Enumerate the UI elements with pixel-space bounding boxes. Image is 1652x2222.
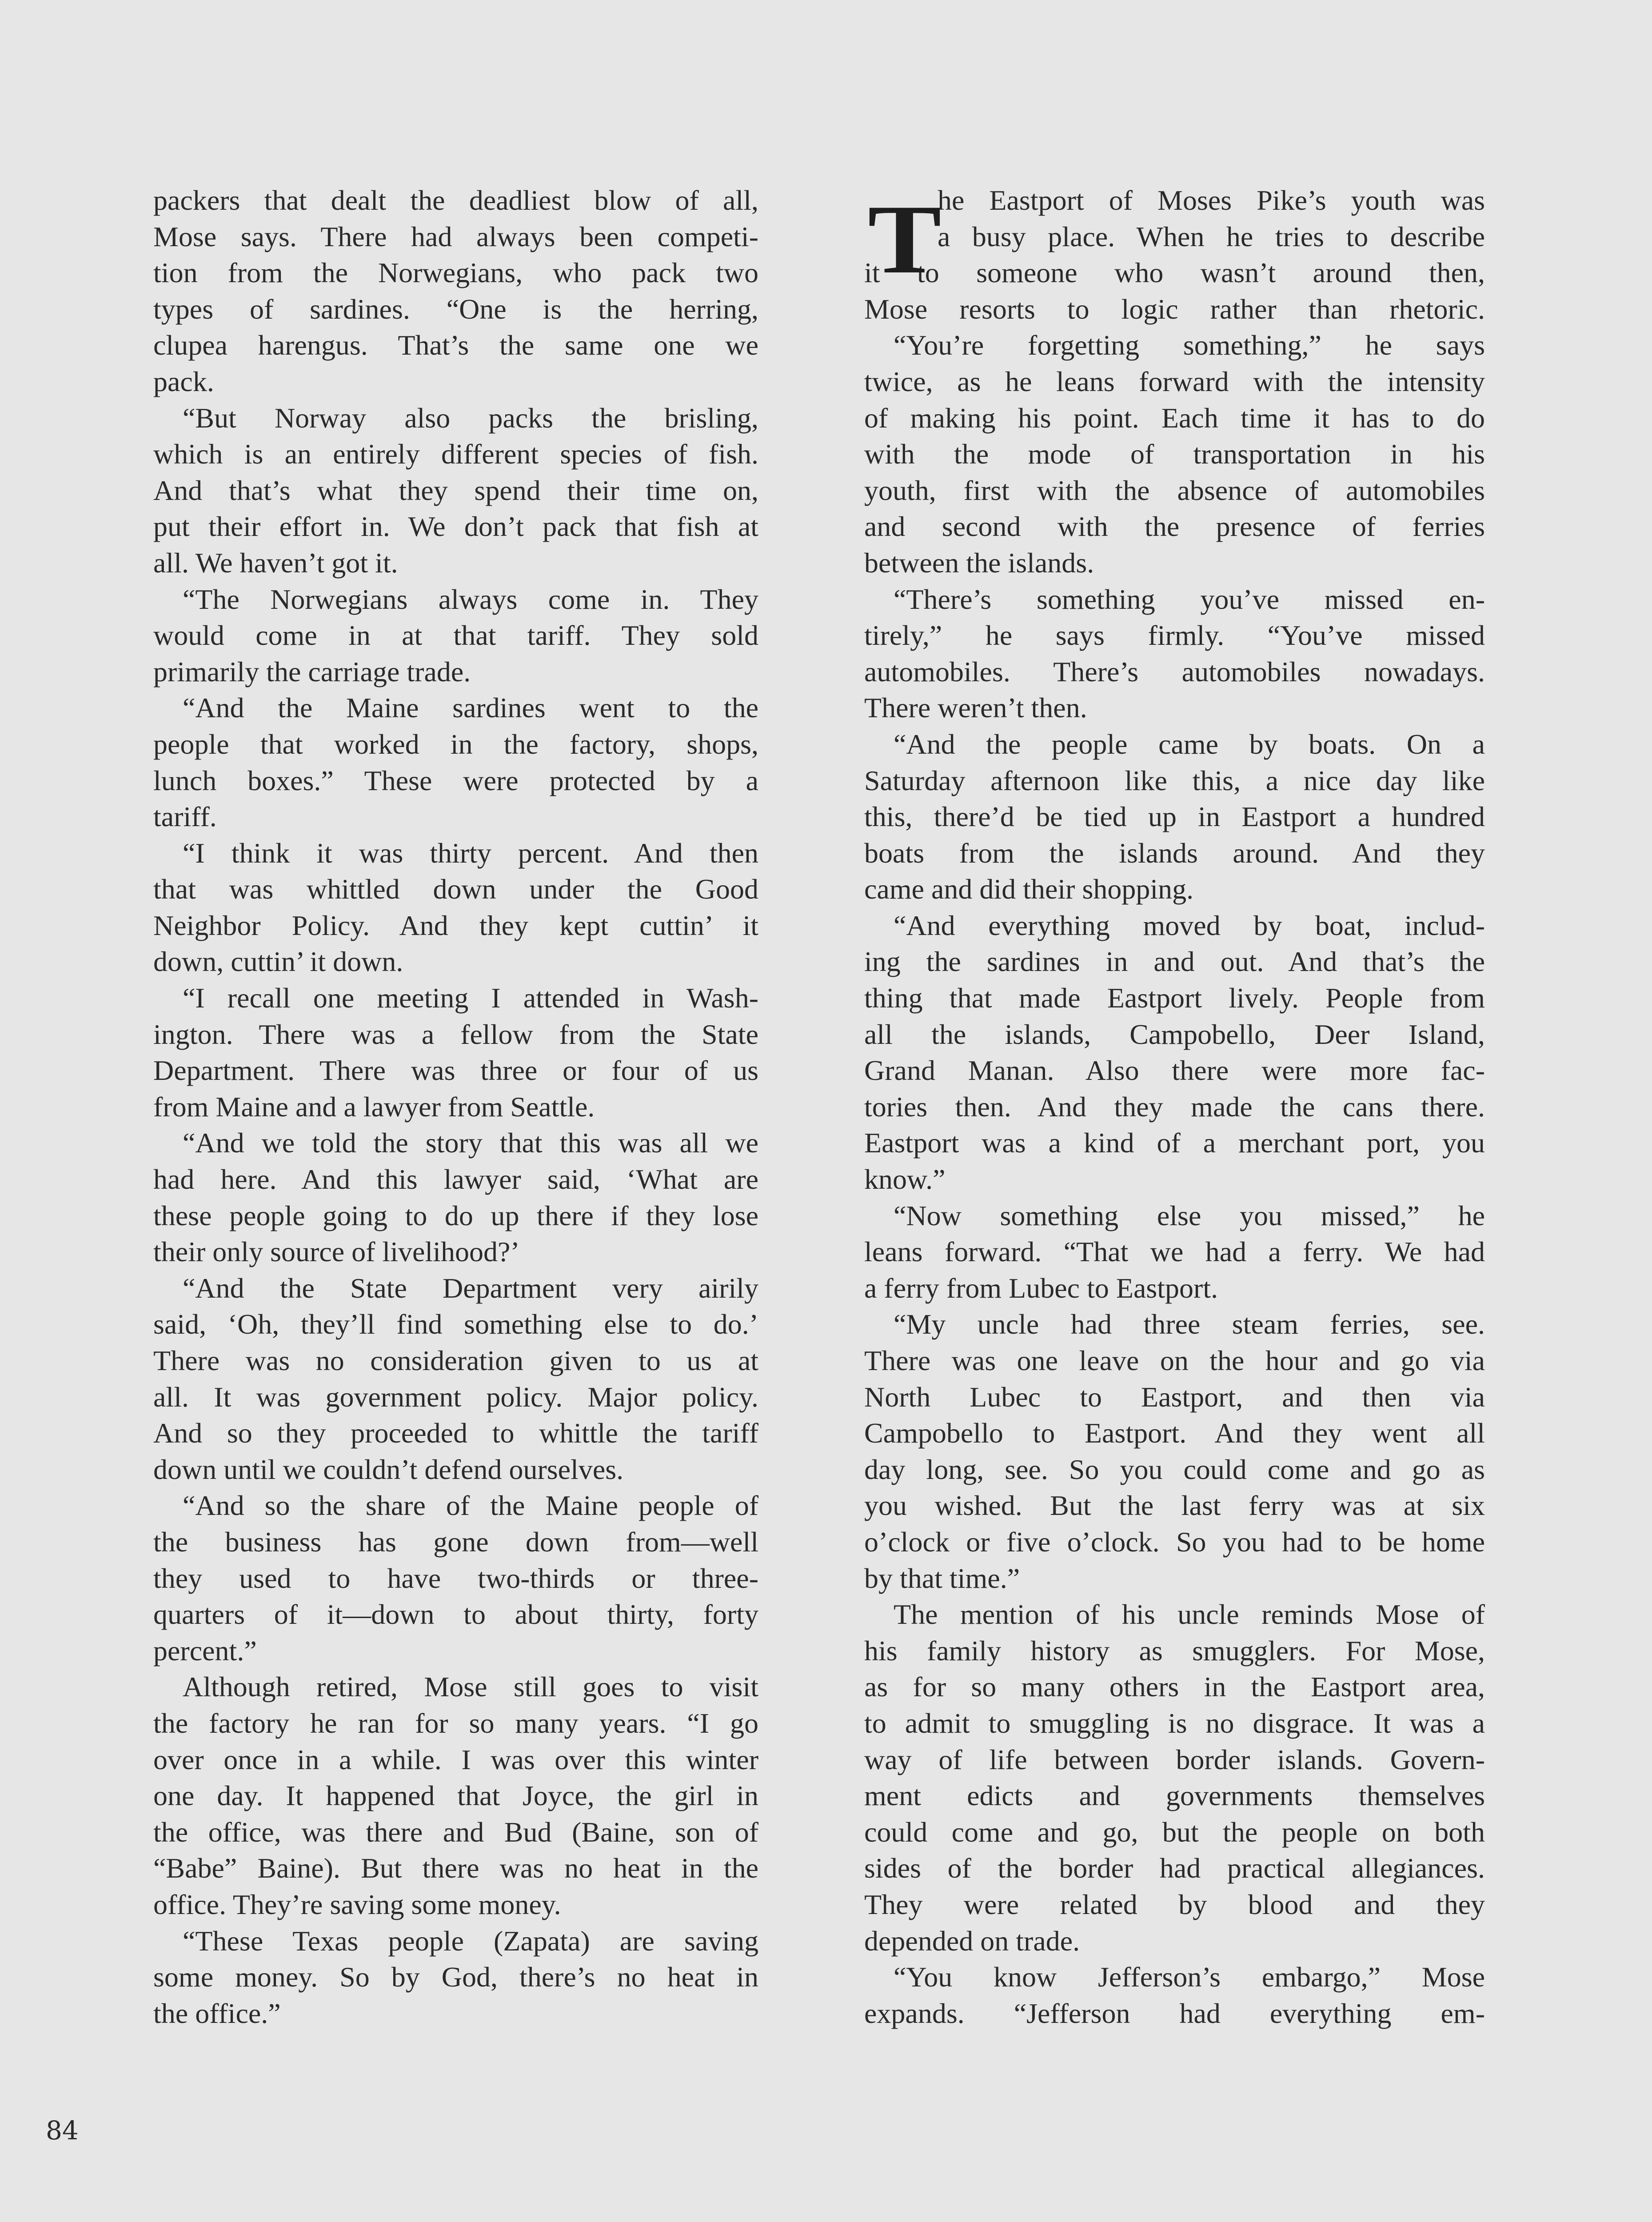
text-line: a ferry from Lubec to Eastport. bbox=[864, 1272, 1218, 1304]
text-line: way of life between border islands. Govern- bbox=[864, 1743, 1485, 1775]
text-line: depended on trade. bbox=[864, 1925, 1080, 1957]
text-line: “These Texas people (Zapata) are saving bbox=[183, 1925, 758, 1957]
text-line: “The Norwegians always come in. They bbox=[183, 583, 758, 615]
text-line: all. We haven’t got it. bbox=[153, 547, 398, 579]
text-line: automobiles. There’s automobiles nowadays. bbox=[864, 655, 1485, 687]
text-line: Mose resorts to logic rather than rhetoric. bbox=[864, 293, 1485, 325]
text-line: There weren’t then. bbox=[864, 692, 1087, 724]
text-line: “Babe” Baine). But there was no heat in the bbox=[153, 1852, 758, 1884]
text-line: down until we couldn’t defend ourselves. bbox=[153, 1453, 624, 1485]
text-line: primarily the carriage trade. bbox=[153, 655, 471, 687]
text-line: types of sardines. “One is the herring, bbox=[153, 293, 758, 325]
text-line: came and did their shopping. bbox=[864, 873, 1194, 905]
text-line: said, ‘Oh, they’ll find something else to do.’ bbox=[153, 1308, 758, 1340]
text-line: all. It was government policy. Major policy. bbox=[153, 1381, 758, 1413]
text-line: percent.” bbox=[153, 1635, 257, 1666]
text-line: down, cuttin’ it down. bbox=[153, 946, 403, 978]
text-line: “And we told the story that this was all we bbox=[183, 1127, 758, 1159]
text-line: “Now something else you missed,” he bbox=[894, 1199, 1485, 1231]
text-line: would come in at that tariff. They sold bbox=[153, 619, 758, 651]
text-line: “I recall one meeting I attended in Wash- bbox=[183, 982, 758, 1014]
text-line: The mention of his uncle reminds Mose of bbox=[894, 1599, 1485, 1631]
text-line: tirely,” he says firmly. “You’ve missed bbox=[864, 619, 1485, 651]
text-line: to admit to smuggling is no disgrace. It was a bbox=[864, 1707, 1485, 1739]
text-line: leans forward. “That we had a ferry. We had bbox=[864, 1236, 1485, 1268]
text-line: Grand Manan. Also there were more fac- bbox=[864, 1055, 1485, 1087]
text-line: with the mode of transportation in his bbox=[864, 438, 1485, 470]
text-line: the business has gone down from—well bbox=[153, 1526, 758, 1558]
text-line: you wished. But the last ferry was at six bbox=[864, 1490, 1485, 1522]
text-line: “You’re forgetting something,” he says bbox=[894, 329, 1485, 361]
text-line: Mose says. There had always been competi- bbox=[153, 220, 758, 252]
text-line: which is an entirely different species of fish. bbox=[153, 438, 758, 470]
text-line: expands. “Jefferson had everything em- bbox=[864, 1997, 1485, 2029]
text-line: had here. And this lawyer said, ‘What are bbox=[153, 1163, 758, 1195]
text-line: lunch boxes.” These were protected by a bbox=[153, 764, 758, 796]
text-line: by that time.” bbox=[864, 1562, 1020, 1594]
text-line: “My uncle had three steam ferries, see. bbox=[894, 1308, 1485, 1340]
text-line: it to someone who wasn’t around then, bbox=[864, 257, 1485, 289]
text-line: and second with the presence of ferries bbox=[864, 511, 1485, 543]
text-line: North Lubec to Eastport, and then via bbox=[864, 1381, 1485, 1413]
drop-cap: T bbox=[868, 185, 942, 294]
text-line: Although retired, Mose still goes to visit bbox=[183, 1671, 758, 1703]
text-line: Neighbor Policy. And they kept cuttin’ it bbox=[153, 909, 758, 941]
text-line: “And the Maine sardines went to the bbox=[183, 692, 758, 724]
text-line: their only source of livelihood?’ bbox=[153, 1236, 520, 1268]
text-line: youth, first with the absence of automobiles bbox=[864, 474, 1485, 506]
text-line: these people going to do up there if they lose bbox=[153, 1199, 758, 1231]
text-line: There was one leave on the hour and go via bbox=[864, 1345, 1485, 1376]
text-line: Department. There was three or four of us bbox=[153, 1055, 758, 1087]
left-text-column bbox=[153, 182, 758, 2031]
text-line: boats from the islands around. And they bbox=[864, 837, 1485, 869]
text-line: could come and go, but the people on both bbox=[864, 1816, 1485, 1848]
text-line: twice, as he leans forward with the intensity bbox=[864, 365, 1485, 397]
text-line: Campobello to Eastport. And they went all bbox=[864, 1417, 1485, 1449]
text-line: tion from the Norwegians, who pack two bbox=[153, 257, 758, 289]
text-line: “But Norway also packs the brisling, bbox=[183, 402, 758, 434]
text-line: that was whittled down under the Good bbox=[153, 873, 758, 905]
text-line: ing the sardines in and out. And that’s the bbox=[864, 946, 1485, 978]
text-line: as for so many others in the Eastport area, bbox=[864, 1671, 1485, 1703]
text-line: “I think it was thirty percent. And then bbox=[183, 837, 758, 869]
text-line: day long, see. So you could come and go as bbox=[864, 1453, 1485, 1485]
text-line: ment edicts and governments themselves bbox=[864, 1780, 1485, 1812]
right-text-column bbox=[864, 182, 1485, 2031]
text-line: all the islands, Campobello, Deer Island, bbox=[864, 1018, 1485, 1050]
text-line: “And so the share of the Maine people of bbox=[183, 1490, 758, 1522]
text-line: clupea harengus. That’s the same one we bbox=[153, 329, 758, 361]
text-line: sides of the border had practical allegiances. bbox=[864, 1852, 1485, 1884]
text-line: “There’s something you’ve missed en- bbox=[894, 583, 1485, 615]
text-line: his family history as smugglers. For Mose, bbox=[864, 1635, 1485, 1666]
text-line: “And the State Department very airily bbox=[183, 1272, 758, 1304]
text-line: office. They’re saving some money. bbox=[153, 1888, 561, 1920]
text-line: “And the people came by boats. On a bbox=[894, 728, 1485, 760]
text-line: pack. bbox=[153, 365, 214, 397]
text-line: over once in a while. I was over this winter bbox=[153, 1743, 758, 1775]
text-line: They were related by blood and they bbox=[864, 1888, 1485, 1920]
text-line: And that’s what they spend their time on, bbox=[153, 474, 758, 506]
text-line: And so they proceeded to whittle the tariff bbox=[153, 1417, 758, 1449]
text-line: packers that dealt the deadliest blow of all, bbox=[153, 184, 758, 216]
text-line: the office.” bbox=[153, 1997, 281, 2029]
text-line: o’clock or five o’clock. So you had to be home bbox=[864, 1526, 1485, 1558]
text-line: some money. So by God, there’s no heat in bbox=[153, 1961, 758, 1993]
text-line: this, there’d be tied up in Eastport a hundred bbox=[864, 801, 1485, 833]
text-line: tariff. bbox=[153, 801, 217, 833]
text-line: people that worked in the factory, shops, bbox=[153, 728, 758, 760]
text-line: the office, was there and Bud (Baine, son of bbox=[153, 1816, 758, 1848]
text-line: “And everything moved by boat, includ- bbox=[894, 909, 1485, 941]
text-line: ington. There was a fellow from the State bbox=[153, 1018, 758, 1050]
text-line: Eastport was a kind of a merchant port, you bbox=[864, 1127, 1485, 1159]
text-line: he Eastport of Moses Pike’s youth was bbox=[938, 184, 1485, 216]
text-line: they used to have two-thirds or three- bbox=[153, 1562, 758, 1594]
text-line: thing that made Eastport lively. People from bbox=[864, 982, 1485, 1014]
text-line: Saturday afternoon like this, a nice day like bbox=[864, 764, 1485, 796]
text-line: quarters of it—down to about thirty, forty bbox=[153, 1599, 758, 1631]
text-line: There was no consideration given to us at bbox=[153, 1345, 758, 1376]
text-line: between the islands. bbox=[864, 547, 1094, 579]
text-line: put their effort in. We don’t pack that fish at bbox=[153, 511, 758, 543]
text-line: one day. It happened that Joyce, the girl in bbox=[153, 1780, 758, 1812]
text-line: “You know Jefferson’s embargo,” Mose bbox=[894, 1961, 1485, 1993]
text-line: tories then. And they made the cans there. bbox=[864, 1091, 1485, 1123]
page-number: 84 bbox=[46, 2115, 79, 2146]
text-line: from Maine and a lawyer from Seattle. bbox=[153, 1091, 595, 1123]
text-line: a busy place. When he tries to describe bbox=[938, 220, 1485, 252]
text-line: the factory he ran for so many years. “I go bbox=[153, 1707, 758, 1739]
text-line: know.” bbox=[864, 1163, 946, 1195]
text-line: of making his point. Each time it has to do bbox=[864, 402, 1485, 434]
